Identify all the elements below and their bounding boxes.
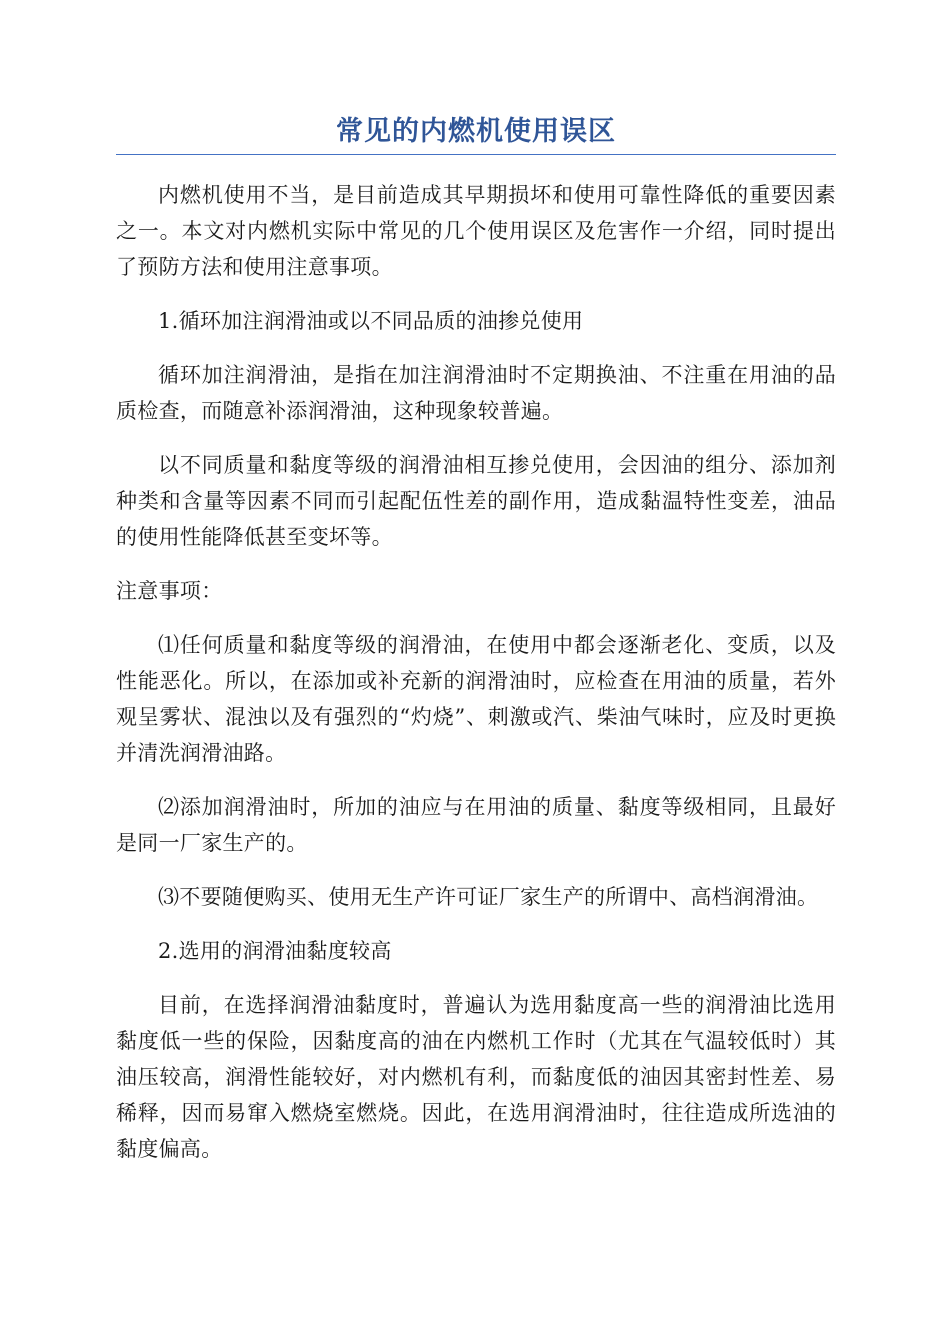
paragraph: 目前，在选择润滑油黏度时，普遍认为选用黏度高一些的润滑油比选用黏度低一些的保险，因黏度高的油在内燃机工作时（尤其在气温较低时）其油压较高，润滑性能较好，对内燃机有利，而黏度低的油因其密封性差、易稀释，因而易窜入燃烧室燃烧。因此，在选用润滑油时，往往造成所选油的黏度偏高。 (116, 993, 836, 1161)
note-item-2: ⑵添加润滑油时，所加的油应与在用油的质量、黏度等级相同，且最好是同一厂家生产的。 (116, 795, 836, 855)
paragraph-intro: 内燃机使用不当，是目前造成其早期损坏和使用可靠性降低的重要因素之一。本文对内燃机实际中常见的几个使用误区及危害作一介绍，同时提出了预防方法和使用注意事项。 (116, 183, 836, 279)
note-item-1: ⑴任何质量和黏度等级的润滑油，在使用中都会逐渐老化、变质，以及性能恶化。所以，在添加或补充新的润滑油时，应检查在用油的质量，若外观呈雾状、混浊以及有强烈的“灼烧”、刺激或汽、柴油气味时，应及时更换并清洗润滑油路。 (116, 633, 836, 765)
section-heading-1: 1.循环加注润滑油或以不同品质的油掺兑使用 (158, 309, 584, 333)
document-page (116, 112, 836, 1185)
notes-heading: 注意事项： (116, 579, 223, 603)
document-body (116, 177, 836, 1167)
page-title: 常见的内燃机使用误区 (116, 112, 836, 155)
note-item-3: ⑶不要随便购买、使用无生产许可证厂家生产的所谓中、高档润滑油。 (158, 885, 819, 909)
section-heading-2: 2.选用的润滑油黏度较高 (158, 939, 392, 963)
paragraph: 循环加注润滑油，是指在加注润滑油时不定期换油、不注重在用油的品质检查，而随意补添润滑油，这种现象较普遍。 (116, 363, 836, 423)
paragraph: 以不同质量和黏度等级的润滑油相互掺兑使用，会因油的组分、添加剂种类和含量等因素不同而引起配伍性差的副作用，造成黏温特性变差，油品的使用性能降低甚至变坏等。 (116, 453, 836, 549)
